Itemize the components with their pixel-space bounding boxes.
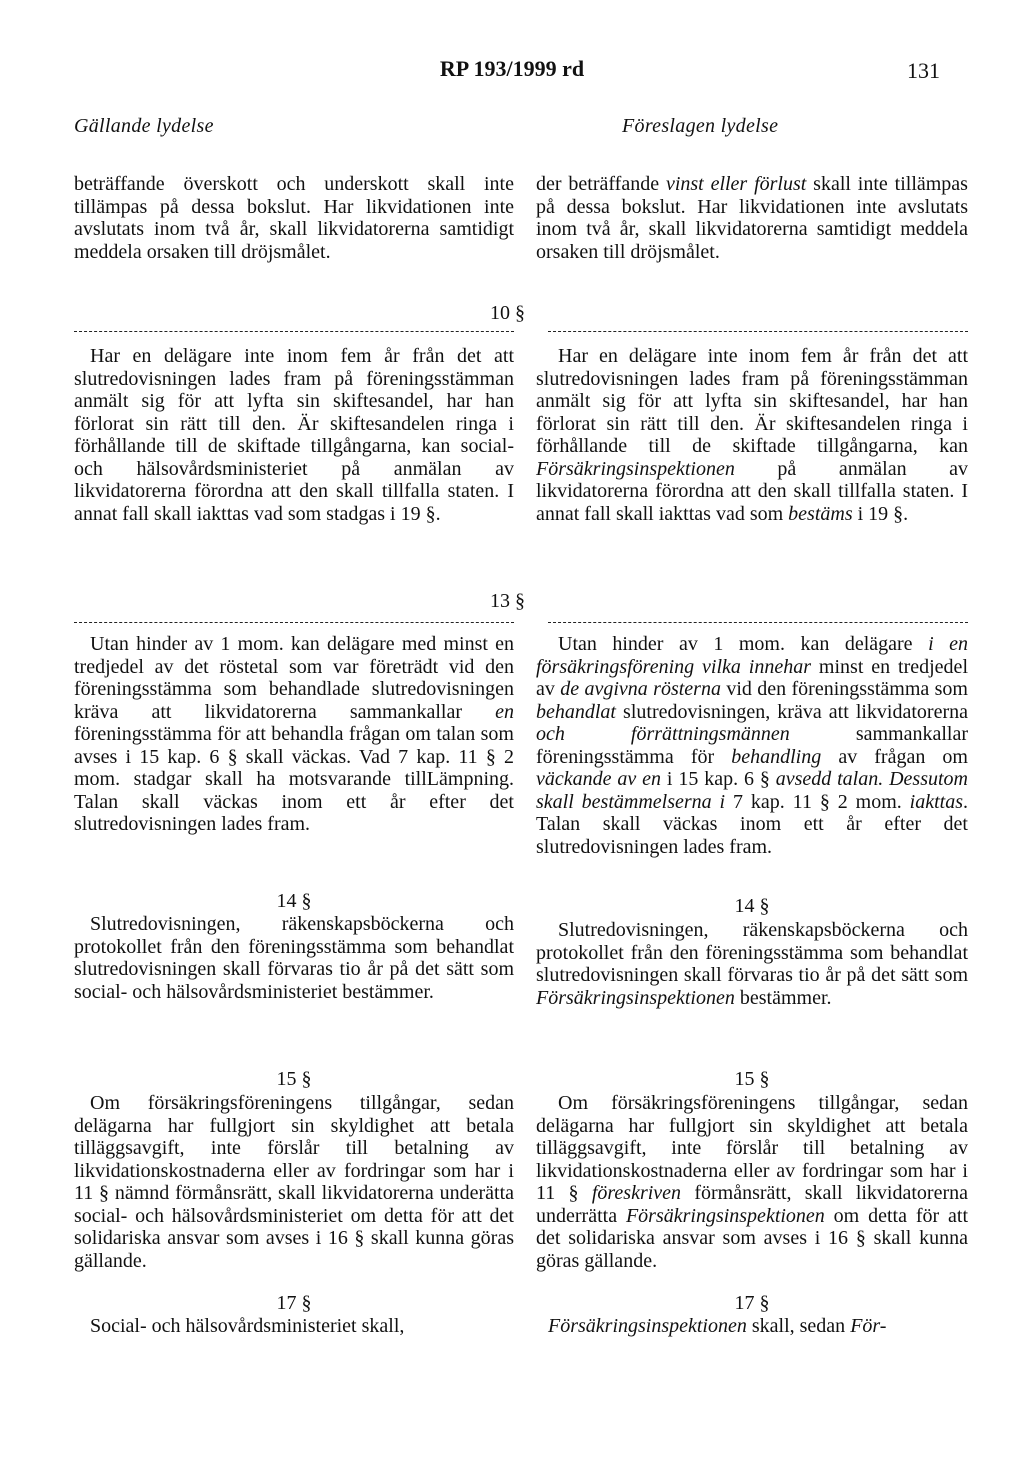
section-14-right-text: Slutredovisningen, räkenskapsböckerna och protokollet från den föreningsstämma som behandlat slutredovisningen skall förvaras tio år på det sätt som Försäkringsinspektionen bestämmer. (536, 919, 968, 1009)
intro-right-paragraph: der beträffande vinst eller förlust skall inte tillämpas på dessa bokslut. Har likvidationen inte avslutats inom två år, skall likvidatorerna samtidigt meddela orsaken till dröjsmålet. (536, 173, 968, 263)
proposed-wording-heading: Föreslagen lydelse (622, 115, 779, 137)
text-run: i 15 kap. 6 § (661, 768, 776, 790)
section-13-right-text (536, 633, 968, 858)
text-run: . Talan skall väckas inom ett år efter det slutredovisningen lades fram. (536, 790, 968, 858)
emphasis-run: i en försäkringsförening vilka innehar (536, 633, 968, 678)
emphasis-run: och förrättningsmännen (536, 723, 790, 745)
divider-right (548, 331, 968, 332)
text-run: minst en tredjedel av (536, 655, 968, 700)
current-wording-heading: Gällande lydelse (74, 115, 214, 137)
page-number: 131 (907, 58, 940, 83)
section-15-heading-left: 15 § (276, 1068, 312, 1090)
section-15-right-text: Om försäkringsföreningens tillgångar, sedan delägarna har fullgjort sin skyldighet att betala tilläggsavgift, inte förslår till betalning av likvidationskostnaderna eller av fordringar som har i 11 § föreskriven förmånsrätt, skall likvidatorerna underrätta Försäkringsinspektionen om detta för att det solidariska ansvar som avses i 16 § skall kunna göras gällande. (536, 1092, 969, 1272)
divider-left (74, 622, 514, 623)
text-run: sammankallar föreningsstämma för (536, 723, 968, 768)
section-14-heading-right: 14 § (734, 895, 770, 917)
section-14-left-text: Slutredovisningen, räkenskapsböckerna och protokollet från den föreningsstämma som behandlat slutredovisningen skall förvaras tio år på det sätt som social- och hälsovårdsministeriet bestämmer. (74, 913, 514, 1003)
emphasis-run: de avgivna rösterna (560, 678, 721, 700)
emphasis-run: behandling (731, 745, 822, 768)
section-17-right-text: Försäkringsinspektionen skall, sedan För- (548, 1315, 887, 1337)
emphasis-run: väckande av en (536, 768, 662, 790)
text-run: slutredovisningen, kräva att likvidatorerna (616, 700, 968, 723)
intro-left-paragraph: beträffande överskott och underskott skall inte tillämpas på dessa bokslut. Har likvidationen inte avslutats inom två år, skall likvidatorerna samtidigt meddela orsaken till dröjsmålet. (74, 173, 514, 263)
divider-left (74, 331, 514, 332)
section-10-right-text: Har en delägare inte inom fem år från det att slutredovisningen lades fram på föreningsstämman anmält sig för att lyfta sin skiftesandel, har han förlorat sin rätt till den. Är skiftesandelen ringa i förhållande till de skiftade tillgångarna, kan Försäkringsinspektionen på anmälan av likvidatorerna förordna att den skall tillfalla staten. I annat fall skall iakttas vad som bestäms i 19 §. (536, 345, 968, 525)
section-13-left-text: Utan hinder av 1 mom. kan delägare med minst en tredjedel av det röstetal som var företrädt vid den föreningsstämma som behandlade slutredovisningen kräva att likvidatorerna sammankallar en föreningsstämma för att behandla frågan om talan som avses i 15 kap. 6 § skall väckas. Vad 7 kap. 11 § 2 mom. stadgar skall ha motsvarande tillLämpning. Talan skall väckas inom ett år efter det slutredovisningen lades fram. (74, 633, 514, 835)
emphasis: vinst eller förlust (665, 173, 807, 195)
section-17-heading-right: 17 § (734, 1292, 770, 1314)
section-15-heading-right: 15 § (734, 1068, 770, 1090)
document-header: RP 193/1999 rd (439, 56, 585, 81)
section-10-heading: 10 § (490, 302, 525, 324)
text-run: vid den föreningsstämma som (720, 678, 968, 700)
emphasis-run: iakttas (909, 790, 963, 813)
emphasis-run: behandlat (536, 700, 616, 723)
section-15-left-text: Om försäkringsföreningens tillgångar, sedan delägarna har fullgjort sin skyldighet att betala tilläggsavgift, inte förslår till betalning av likvidationskostnaderna eller av fordringar som har i 11 § nämnd förmånsrätt, skall likvidatorerna underätta social- och hälsovårdsministeriet om detta för att det solidariska ansvar som avses i 16 § skall kunna göras gällande. (74, 1092, 514, 1272)
section-14-heading-left: 14 § (276, 890, 312, 912)
emphasis-run: avsedd talan. Dessutom skall bestämmelserna i (536, 768, 968, 813)
text-run: av frågan om (821, 745, 968, 768)
divider-right (548, 622, 968, 623)
section-13-heading: 13 § (490, 590, 525, 612)
text-run: 7 kap. 11 § 2 mom. (725, 790, 910, 813)
section-10-left-text: Har en delägare inte inom fem år från det att slutredovisningen lades fram på föreningsstämman anmält sig för att lyfta sin skiftesandel, har han förlorat sin rätt till den. Är skiftesandelen ringa i förhållande till de skiftade tillgångarna, kan social- och hälsovårdsministeriet på anmälan av likvidatorerna förordna att den skall tillfalla staten. I annat fall skall iakttas vad som stadgas i 19 §. (74, 345, 514, 525)
emphasis: en (495, 700, 514, 723)
section-17-heading-left: 17 § (276, 1292, 312, 1314)
section-17-left-text: Social- och hälsovårdsministeriet skall, (90, 1315, 405, 1337)
text-run: Utan hinder av 1 mom. kan delägare (558, 633, 929, 655)
